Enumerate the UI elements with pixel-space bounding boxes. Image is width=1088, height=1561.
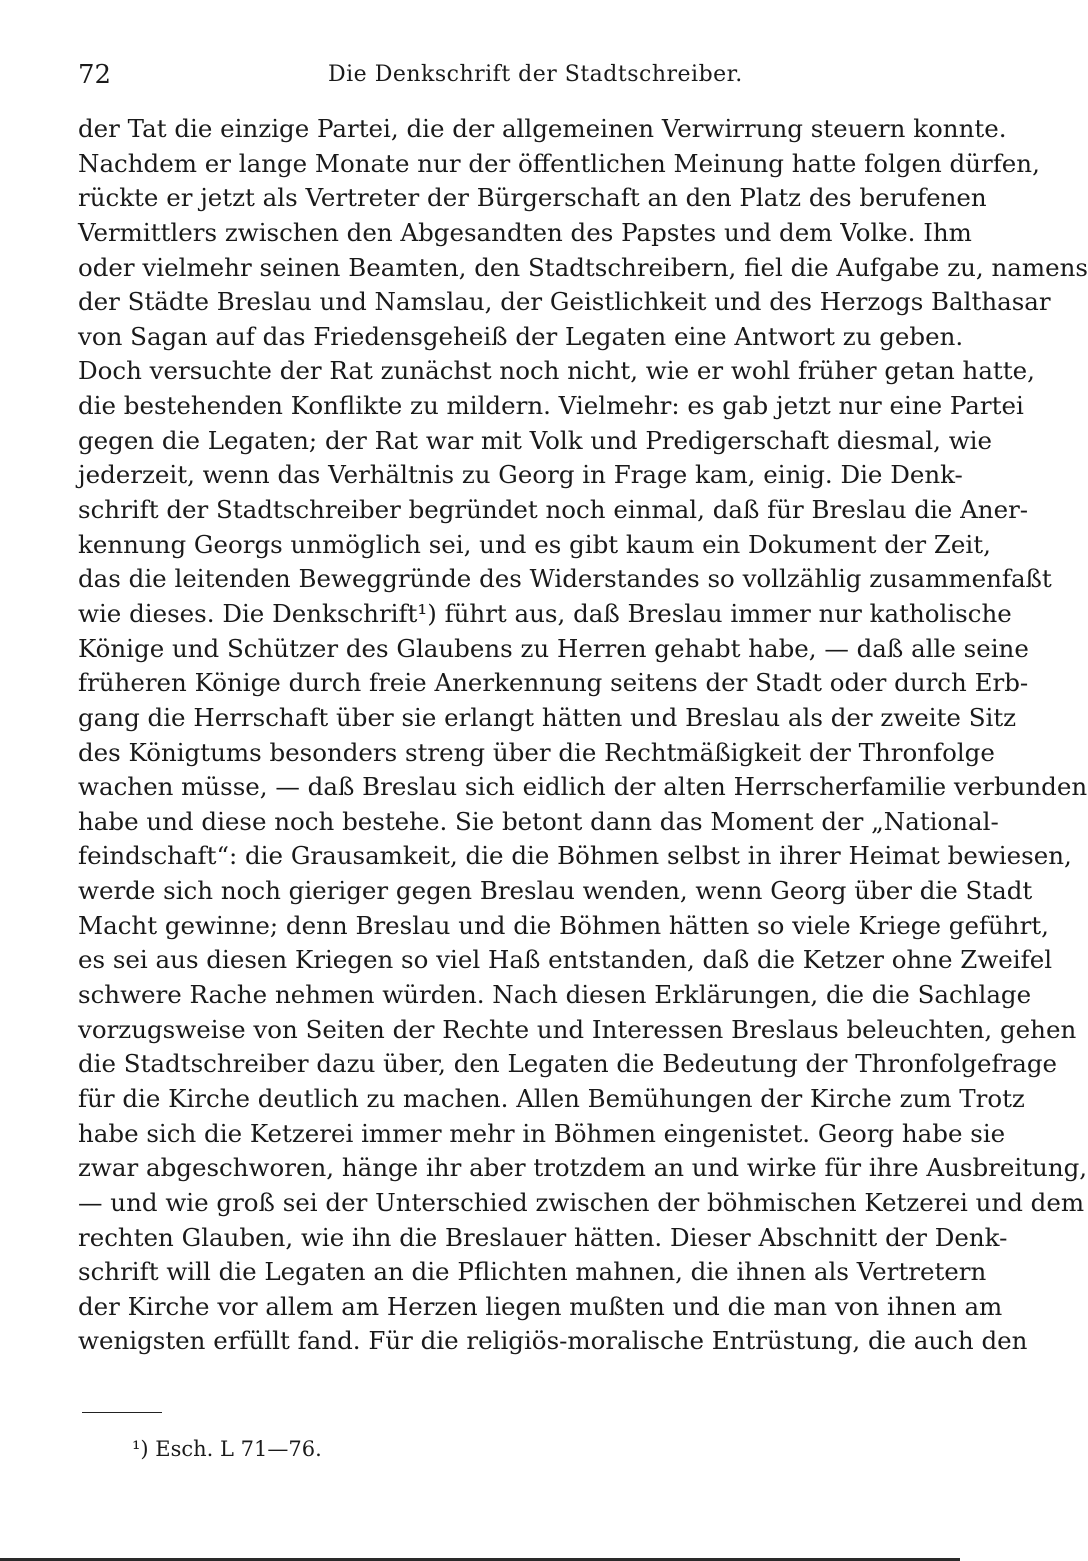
text-line: des Königtums besonders streng über die Rechtmäßigkeit der Thronfolge xyxy=(78,737,995,767)
text-line: die bestehenden Konflikte zu mildern. Vielmehr: es gab jetzt nur eine Partei xyxy=(78,391,1024,421)
text-line: Macht gewinne; denn Breslau und die Böhmen hätten so viele Kriege geführt, xyxy=(78,910,1049,940)
text-line: Vermittlers zwischen den Abgesandten des Papstes und dem Volke. Ihm xyxy=(78,217,972,247)
page-header xyxy=(78,60,898,94)
text-line: der Städte Breslau und Namslau, der Geistlichkeit und des Herzogs Balthasar xyxy=(78,287,1051,317)
text-line: gegen die Legaten; der Rat war mit Volk und Predigerschaft diesmal, wie xyxy=(78,425,993,455)
text-line: gang die Herrschaft über sie erlangt hätten und Breslau als der zweite Sitz xyxy=(78,702,1017,732)
text-line: kennung Georgs unmöglich sei, und es gibt kaum ein Dokument der Zeit, xyxy=(78,529,991,559)
text-line: wachen müsse, — daß Breslau sich eidlich der alten Herrscherfamilie verbunden xyxy=(78,772,1088,802)
footnote-rule xyxy=(82,1412,162,1413)
text-line: wenigsten erfüllt fand. Für die religiös-moralische Entrüstung, die auch den xyxy=(78,1326,1028,1356)
text-line: schrift der Stadtschreiber begründet noch einmal, daß für Breslau die Aner- xyxy=(78,495,1029,525)
text-line: der Tat die einzige Partei, die der allgemeinen Verwirrung steuern konnte. xyxy=(78,114,1007,143)
text-line: schwere Rache nehmen würden. Nach diesen Erklärungen, die die Sachlage xyxy=(78,980,1032,1010)
text-line: früheren Könige durch freie Anerkennung seitens der Stadt oder durch Erb- xyxy=(78,668,1029,698)
text-line: die Stadtschreiber dazu über, den Legaten die Bedeutung der Thronfolgefrage xyxy=(78,1049,1058,1079)
text-line: vorzugsweise von Seiten der Rechte und Interessen Breslaus beleuchten, gehen xyxy=(78,1014,1077,1044)
text-line: wie dieses. Die Denkschrift¹) führt aus, daß Breslau immer nur katholische xyxy=(78,598,1012,628)
text-line: feindschaft“: die Grausamkeit, die die Böhmen selbst in ihrer Heimat bewiesen, xyxy=(78,841,1072,871)
page-number: 72 xyxy=(78,60,112,90)
text-line: der Kirche vor allem am Herzen liegen mußten und die man von ihnen am xyxy=(78,1291,1003,1321)
text-line: Könige und Schützer des Glaubens zu Herren gehabt habe, — daß alle seine xyxy=(78,633,1029,663)
text-line: das die leitenden Beweggründe des Widerstandes so vollzählig zusammenfaßt xyxy=(78,564,1052,594)
text-line: Doch versuchte der Rat zunächst noch nicht, wie er wohl früher getan hatte, xyxy=(78,356,1035,386)
text-line: zwar abgeschworen, hänge ihr aber trotzdem an und wirke für ihre Ausbreitung, xyxy=(78,1153,1088,1183)
body-text xyxy=(78,112,1088,1359)
text-line: rechten Glauben, wie ihn die Breslauer hätten. Dieser Abschnitt der Denk- xyxy=(78,1222,1008,1252)
text-line: oder vielmehr seinen Beamten, den Stadtschreibern, fiel die Aufgabe zu, namens xyxy=(78,252,1088,282)
running-head: Die Denkschrift der Stadtschreiber. xyxy=(328,62,743,87)
text-line: Nachdem er lange Monate nur der öffentlichen Meinung hatte folgen dürfen, xyxy=(78,148,1040,178)
text-line: habe und diese noch bestehe. Sie betont dann das Moment der „National- xyxy=(78,806,999,836)
text-line: jederzeit, wenn das Verhältnis zu Georg in Frage kam, einig. Die Denk- xyxy=(78,460,963,490)
text-line: von Sagan auf das Friedensgeheiß der Legaten eine Antwort zu geben. xyxy=(78,321,964,351)
text-line: es sei aus diesen Kriegen so viel Haß entstanden, daß die Ketzer ohne Zweifel xyxy=(78,945,1053,975)
text-line: habe sich die Ketzerei immer mehr in Böhmen eingenistet. Georg habe sie xyxy=(78,1118,1006,1148)
text-line: schrift will die Legaten an die Pflichten mahnen, die ihnen als Vertretern xyxy=(78,1257,987,1287)
text-line: — und wie groß sei der Unterschied zwischen der böhmischen Ketzerei und dem xyxy=(78,1187,1085,1217)
footnote: ¹) Esch. L 71—76. xyxy=(132,1437,322,1461)
text-line: werde sich noch gieriger gegen Breslau wenden, wenn Georg über die Stadt xyxy=(78,876,1033,906)
text-line: rückte er jetzt als Vertreter der Bürgerschaft an den Platz des berufenen xyxy=(78,183,987,213)
text-line: für die Kirche deutlich zu machen. Allen Bemühungen der Kirche zum Trotz xyxy=(78,1083,1025,1113)
